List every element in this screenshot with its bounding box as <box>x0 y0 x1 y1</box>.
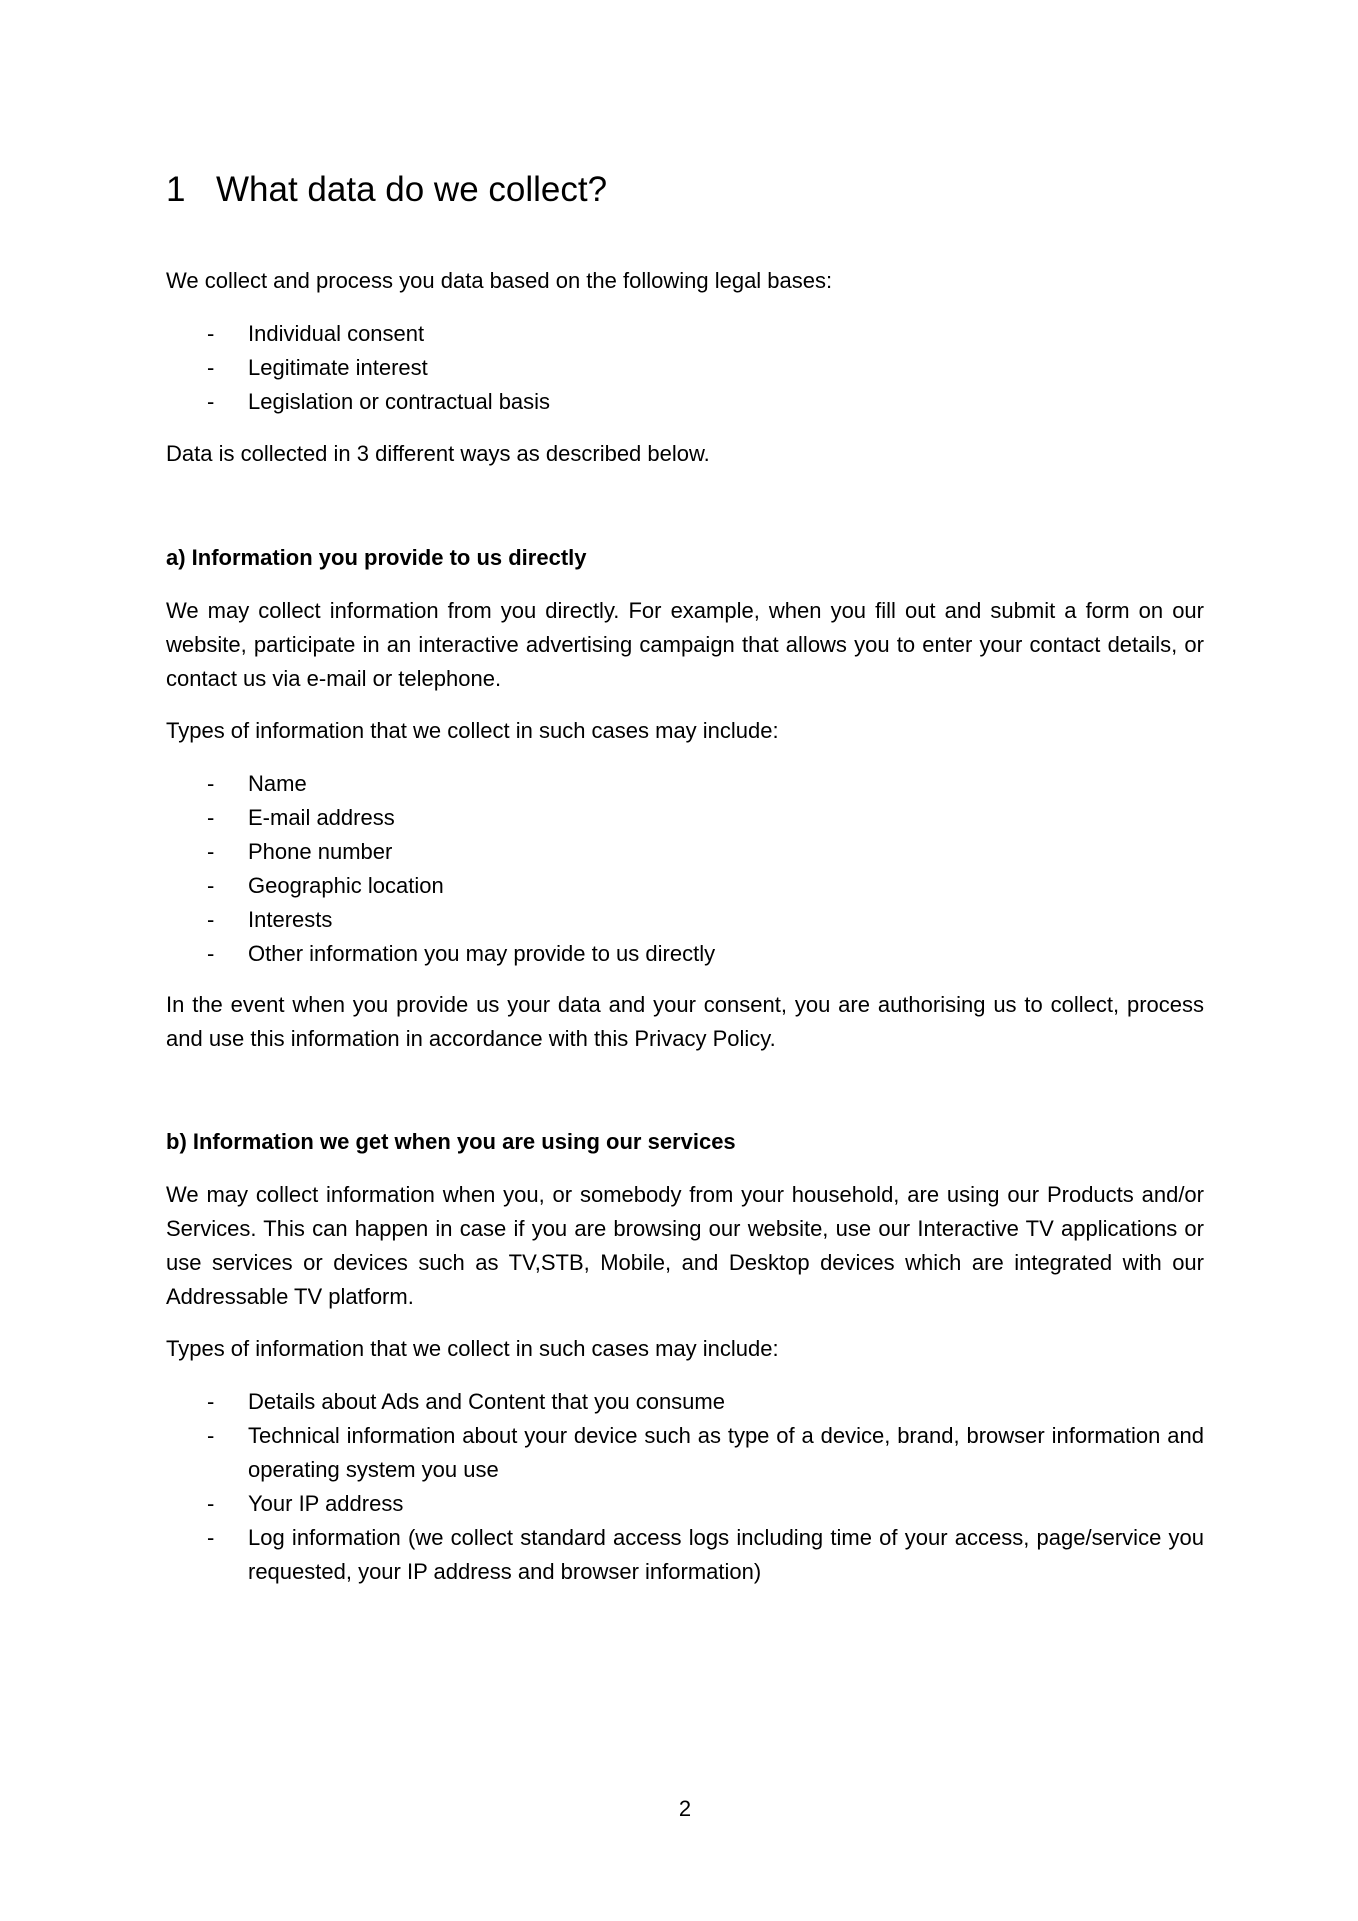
list-dash: - <box>207 839 215 864</box>
document-page <box>166 0 1204 1921</box>
list-item: - Other information you may provide to us directly <box>166 937 1204 971</box>
list-dash: - <box>207 1423 215 1448</box>
list-dash: - <box>207 355 215 380</box>
consent-paragraph: In the event when you provide us your data and your consent, you are authorising us to collect, process and use this information in accordance with this Privacy Policy. <box>166 992 1204 1051</box>
list-item: - Phone number <box>166 835 1204 869</box>
list-item: - Log information (we collect standard access logs including time of your access, page/service you requested, your IP address and browser information) <box>166 1521 1204 1589</box>
part-b-heading: b) Information we get when you are using our services <box>166 1129 736 1154</box>
list-item: - Technical information about your device such as type of a device, brand, browser information and operating system you use <box>166 1419 1204 1487</box>
list-dash: - <box>207 805 215 830</box>
list-dash: - <box>207 873 215 898</box>
part-b-paragraph: We may collect information when you, or somebody from your household, are using our Products and/or Services. This can happen in case if you are browsing our website, use our Interactive TV applications or use services or devices such as TV,STB, Mobile, and Desktop devices which are integrated with our Addressable TV platform. <box>166 1182 1204 1309</box>
part-b-types-intro: Types of information that we collect in such cases may include: <box>166 1336 779 1361</box>
list-item: - Geographic location <box>166 869 1204 903</box>
section-title: What data do we collect? <box>216 170 608 209</box>
list-item: - Legitimate interest <box>166 351 1204 385</box>
list-item: - Individual consent <box>166 317 1204 351</box>
part-b-types-list <box>166 1385 1204 1589</box>
part-a-heading: a) Information you provide to us directly <box>166 545 587 570</box>
ways-paragraph: Data is collected in 3 different ways as described below. <box>166 441 710 466</box>
list-item: - Interests <box>166 903 1204 937</box>
part-a-types-intro: Types of information that we collect in such cases may include: <box>166 718 779 743</box>
page-number: 2 <box>678 1796 692 1821</box>
section-heading <box>166 168 607 212</box>
list-dash: - <box>207 1525 215 1550</box>
list-dash: - <box>207 771 215 796</box>
list-dash: - <box>207 907 215 932</box>
section-number: 1 <box>166 170 186 209</box>
list-dash: - <box>207 1389 215 1414</box>
part-a-paragraph: We may collect information from you directly. For example, when you fill out and submit a form on our website, participate in an interactive advertising campaign that allows you to enter your contact details, or contact us via e-mail or telephone. <box>166 598 1204 691</box>
intro-paragraph: We collect and process you data based on the following legal bases: <box>166 268 833 293</box>
list-item: - Your IP address <box>166 1487 1204 1521</box>
list-dash: - <box>207 389 215 414</box>
list-item: - Details about Ads and Content that you consume <box>166 1385 1204 1419</box>
list-dash: - <box>207 941 215 966</box>
list-dash: - <box>207 321 215 346</box>
list-item: - E-mail address <box>166 801 1204 835</box>
list-dash: - <box>207 1491 215 1516</box>
part-a-types-list <box>166 767 1204 971</box>
list-item: - Legislation or contractual basis <box>166 385 1204 419</box>
list-item: - Name <box>166 767 1204 801</box>
legal-bases-list <box>166 317 1204 419</box>
